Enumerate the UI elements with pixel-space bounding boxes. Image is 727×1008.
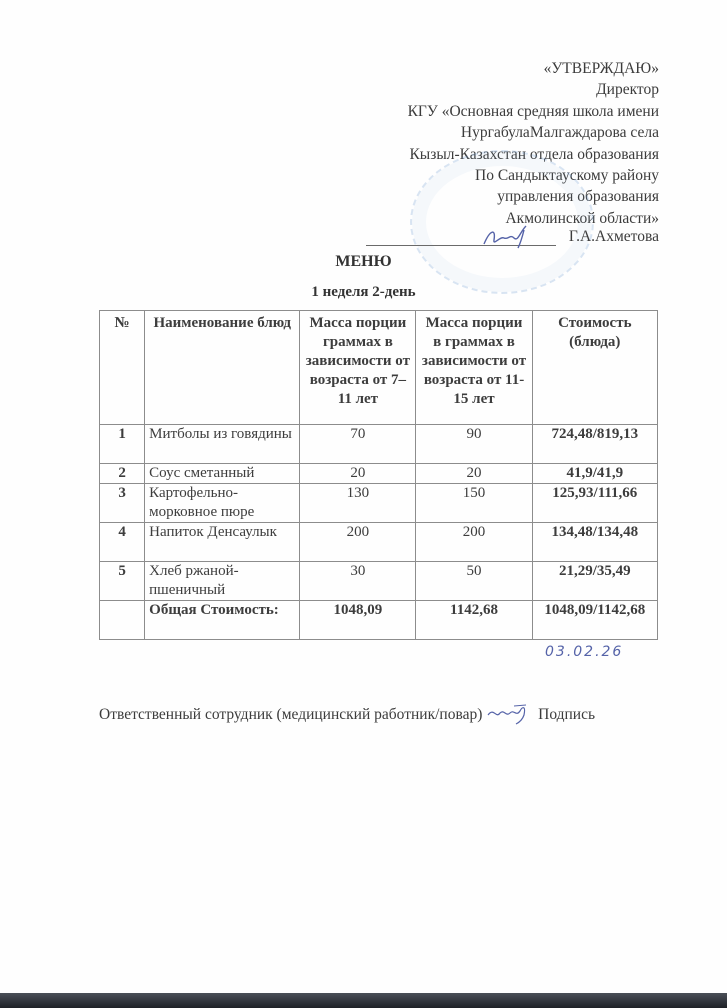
handwritten-date: 03.02.26 <box>545 644 624 660</box>
mass-11-15: 90 <box>416 425 532 464</box>
mass-11-15: 50 <box>416 562 532 601</box>
document-subtitle: 1 неделя 2-день <box>311 284 416 300</box>
row-number: 5 <box>100 562 145 601</box>
dish-cost: 134,48/134,48 <box>532 523 657 562</box>
mass-7-11: 30 <box>300 562 416 601</box>
approval-org-line-5: управления образования <box>497 188 659 206</box>
row-number: 1 <box>100 425 145 464</box>
approval-org-line-1: КГУ «Основная средняя школа имени <box>407 102 659 120</box>
mass-11-15: 200 <box>416 523 532 562</box>
responsible-line <box>99 703 595 725</box>
total-mass-7-11: 1048,09 <box>300 601 416 640</box>
table-row <box>100 562 658 601</box>
menu-table <box>99 310 658 640</box>
dish-name: Хлеб ржаной-пшеничный <box>145 562 300 601</box>
dish-cost: 724,48/819,13 <box>532 425 657 464</box>
mass-7-11: 70 <box>300 425 416 464</box>
dish-name: Митболы из говядины <box>145 425 300 464</box>
total-cost: 1048,09/1142,68 <box>532 601 657 640</box>
document-title: МЕНЮ <box>335 253 392 270</box>
dish-cost: 21,29/35,49 <box>532 562 657 601</box>
director-name: Г.А.Ахметова <box>568 228 659 245</box>
mass-11-15: 150 <box>416 484 532 523</box>
header-dish-name: Наименование блюд <box>145 311 300 425</box>
mass-11-15: 20 <box>416 464 532 484</box>
table-row <box>100 464 658 484</box>
mass-7-11: 200 <box>300 523 416 562</box>
approval-heading: «УТВЕРЖДАЮ» <box>543 60 659 77</box>
approval-org-line-6: Акмолинской области» <box>505 209 659 227</box>
responsible-signature-icon <box>486 703 534 725</box>
responsible-label: Ответственный сотрудник (медицинский работник/повар) <box>99 706 483 723</box>
table-header-row <box>100 311 658 425</box>
approval-org-line-2: НургабулаМалгаждарова села <box>460 124 659 142</box>
header-cost: Стоимость (блюда) <box>532 311 657 425</box>
row-number: 2 <box>100 464 145 484</box>
table-row <box>100 425 658 464</box>
dish-name: Напиток Денсаулык <box>145 523 300 562</box>
signature-label: Подпись <box>538 706 596 723</box>
header-number: № <box>100 311 145 425</box>
total-label: Общая Стоимость: <box>145 601 300 640</box>
dish-cost: 41,9/41,9 <box>532 464 657 484</box>
table-row <box>100 484 658 523</box>
total-mass-11-15: 1142,68 <box>416 601 532 640</box>
dish-cost: 125,93/111,66 <box>532 484 657 523</box>
header-mass-7-11: Масса порции граммах в зависимости от возраста от 7–11 лет <box>300 311 416 425</box>
row-number: 4 <box>100 523 145 562</box>
dish-name: Картофельно-морковное пюре <box>145 484 300 523</box>
mass-7-11: 20 <box>300 464 416 484</box>
approval-position: Директор <box>596 81 659 99</box>
table-row <box>100 523 658 562</box>
approval-org-line-4: По Сандыктаускому району <box>475 167 659 185</box>
table-total-row <box>100 601 658 640</box>
header-mass-11-15: Масса порции в граммах в зависимости от возраста от 11-15 лет <box>416 311 532 425</box>
dish-name: Соус сметанный <box>145 464 300 484</box>
total-number-empty <box>100 601 145 640</box>
scanner-edge-strip <box>0 993 727 1008</box>
row-number: 3 <box>100 484 145 523</box>
director-signature-icon <box>480 222 540 250</box>
approval-org-line-3: Кызыл-Казахстан отдела образования <box>409 145 659 163</box>
mass-7-11: 130 <box>300 484 416 523</box>
